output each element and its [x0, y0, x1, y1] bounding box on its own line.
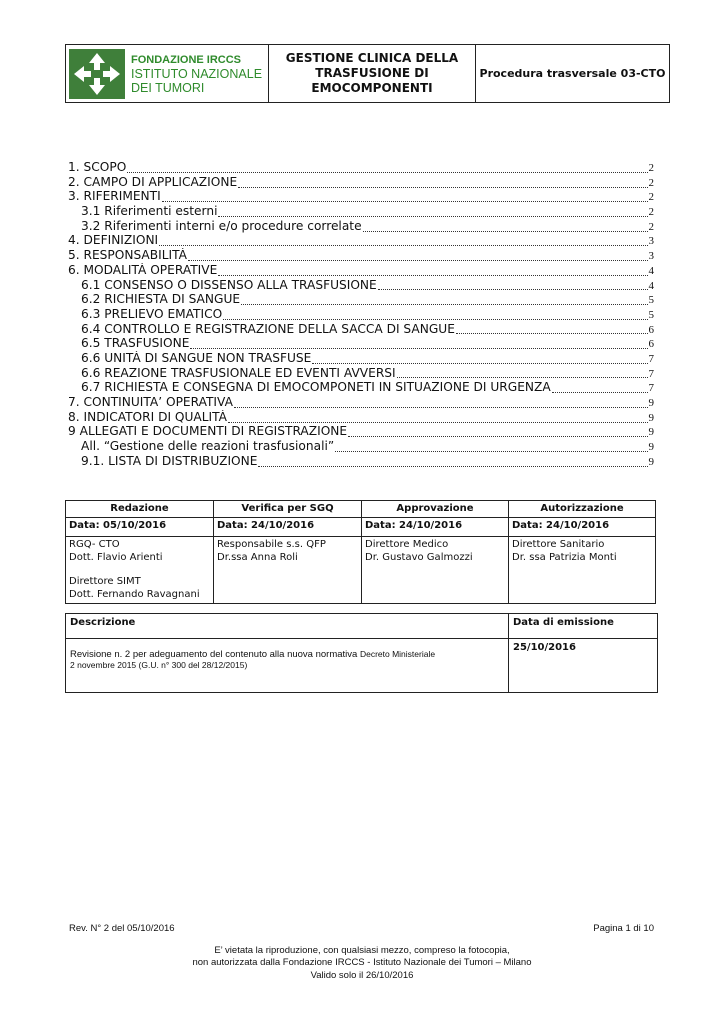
revision-text-part1: Revisione n. 2 per adeguamento del contenuto alla nuova normativa	[70, 649, 360, 660]
toc-entry[interactable]	[68, 322, 654, 337]
revision-table	[65, 613, 658, 693]
toc-entry[interactable]	[68, 175, 654, 190]
date-approvazione: Data: 24/10/2016	[362, 518, 509, 537]
toc-entry-title: 8. INDICATORI DI QUALITÀ	[68, 409, 227, 424]
toc-dot-leader	[378, 278, 648, 291]
toc-entry-page: 7	[648, 367, 654, 380]
toc-dot-leader	[258, 454, 647, 467]
toc-entry-page: 9	[648, 411, 654, 424]
toc-entry-page: 2	[648, 206, 654, 219]
toc-entry-page: 6	[648, 338, 654, 351]
toc-entry[interactable]	[68, 395, 654, 410]
names-verifica	[214, 537, 362, 604]
toc-entry-title: 3. RIFERIMENTI	[68, 189, 161, 204]
revision-text-part2: Decreto Ministeriale	[359, 649, 436, 659]
toc-entry[interactable]	[68, 336, 654, 351]
toc-dot-leader	[162, 189, 648, 202]
toc-entry-page: 2	[648, 191, 654, 204]
toc-entry[interactable]	[68, 233, 654, 248]
title-line-2: TRASFUSIONE DI	[315, 66, 429, 80]
toc-dot-leader	[188, 248, 648, 261]
toc-entry[interactable]	[68, 366, 654, 381]
header-approvazione: Approvazione	[362, 501, 509, 518]
toc-dot-leader	[190, 336, 647, 349]
table-of-contents	[68, 160, 654, 468]
toc-entry-page: 3	[648, 250, 654, 263]
toc-entry-title: 6.3 PRELIEVO EMATICO	[81, 306, 223, 321]
toc-entry-title: 6.6 REAZIONE TRASFUSIONALE ED EVENTI AVVERSI	[81, 365, 396, 380]
toc-entry[interactable]	[68, 219, 654, 234]
toc-entry-title: 2. CAMPO DI APPLICAZIONE	[68, 174, 238, 189]
document-title	[286, 51, 458, 96]
toc-dot-leader	[312, 351, 647, 364]
toc-entry-page: 5	[648, 294, 654, 307]
toc-entry-page: 2	[648, 220, 654, 233]
toc-entry-page: 7	[648, 382, 654, 395]
toc-entry[interactable]	[68, 278, 654, 293]
logo-cell	[66, 45, 269, 102]
toc-entry-page: 3	[648, 235, 654, 248]
toc-entry-title: 7. CONTINUITA’ OPERATIVA	[68, 395, 233, 409]
title-line-1: GESTIONE CLINICA DELLA	[285, 51, 459, 65]
date-redazione: Data: 05/10/2016	[66, 518, 214, 537]
toc-entry[interactable]	[68, 248, 654, 263]
toc-entry[interactable]	[68, 380, 654, 395]
revision-footer: Rev. N° 2 del 05/10/2016	[69, 923, 175, 934]
procedure-code: Procedura trasversale 03-CTO	[479, 67, 666, 80]
toc-entry-title: 9.1. LISTA DI DISTRIBUZIONE	[81, 453, 258, 468]
cross-arrows-logo-icon	[69, 49, 125, 99]
toc-entry[interactable]	[68, 204, 654, 219]
copyright-notice	[0, 945, 724, 982]
toc-entry-page: 9	[648, 455, 654, 468]
toc-dot-leader	[552, 380, 648, 393]
toc-dot-leader	[238, 175, 647, 188]
person-name: Dr.ssa Anna Roli	[217, 551, 298, 563]
toc-dot-leader	[228, 410, 648, 423]
toc-entry[interactable]	[68, 263, 654, 278]
toc-entry-page: 4	[648, 279, 654, 292]
role-text: Direttore Medico	[365, 539, 449, 550]
toc-dot-leader	[397, 366, 648, 379]
toc-entry[interactable]	[68, 410, 654, 425]
toc-entry[interactable]	[68, 292, 654, 307]
toc-entry-title: 6. MODALITÀ OPERATIVE	[68, 262, 218, 277]
header-verifica: Verifica per SGQ	[214, 501, 362, 518]
person-name: Dr. Gustavo Galmozzi	[365, 551, 473, 563]
approval-table	[65, 500, 656, 604]
issue-date: 25/10/2016	[509, 639, 658, 693]
approval-names-row	[66, 537, 656, 604]
role-text: Responsabile s.s. QFP	[217, 539, 326, 550]
document-header	[65, 44, 670, 103]
toc-entry-title: 6.5 TRASFUSIONE	[81, 336, 190, 351]
date-autorizzazione: Data: 24/10/2016	[509, 518, 656, 537]
title-line-3: EMOCOMPONENTI	[311, 81, 433, 95]
revision-row	[66, 639, 658, 693]
person-name: Dott. Fernando Ravagnani	[69, 588, 200, 600]
toc-dot-leader	[218, 263, 647, 276]
issue-date-header: Data di emissione	[509, 614, 658, 639]
person-name: Dott. Flavio Arienti	[69, 551, 163, 563]
header-autorizzazione: Autorizzazione	[509, 501, 656, 518]
toc-entry-title: 6.6 UNITÀ DI SANGUE NON TRASFUSE	[81, 350, 312, 365]
toc-dot-leader	[218, 204, 647, 217]
org-line-2: ISTITUTO NAZIONALE	[131, 66, 263, 81]
revision-text-line2: 2 novembre 2015 (G.U. n° 300 del 28/12/2015)	[70, 660, 248, 670]
toc-entry-title: 6.1 CONSENSO O DISSENSO ALLA TRASFUSIONE	[81, 277, 377, 292]
toc-dot-leader	[363, 219, 648, 232]
toc-dot-leader	[127, 160, 647, 173]
procedure-cell	[476, 45, 669, 102]
toc-entry-title: All. “Gestione delle reazioni trasfusionali”	[81, 439, 335, 454]
date-verifica: Data: 24/10/2016	[214, 518, 362, 537]
toc-entry-page: 9	[648, 441, 654, 454]
notice-line-2: non autorizzata dalla Fondazione IRCCS - Istituto Nazionale dei Tumori – Milano	[192, 957, 532, 969]
toc-entry[interactable]	[68, 351, 654, 366]
toc-entry-title: 5. RESPONSABILITÀ	[68, 248, 187, 263]
title-cell	[269, 45, 476, 102]
toc-entry-title: 4. DEFINIZIONI	[68, 233, 159, 248]
toc-entry-page: 9	[648, 426, 654, 439]
notice-line-3: Valido solo il 26/10/2016	[310, 969, 414, 981]
toc-entry-title: 6.2 RICHIESTA DI SANGUE	[81, 292, 241, 307]
notice-line-1: E’ vietata la riproduzione, con qualsiasi mezzo, compreso la fotocopia,	[214, 945, 510, 956]
toc-dot-leader	[456, 322, 648, 335]
revision-description	[66, 639, 509, 693]
description-header: Descrizione	[66, 614, 509, 639]
toc-entry-page: 4	[648, 264, 654, 277]
toc-entry-title: 1. SCOPO	[68, 160, 127, 174]
role-text: Direttore SIMT	[69, 576, 141, 587]
toc-entry[interactable]	[68, 424, 654, 439]
toc-entry[interactable]	[68, 189, 654, 204]
toc-entry-page: 5	[648, 308, 654, 321]
org-line-3: DEI TUMORI	[131, 80, 205, 95]
toc-entry-title: 3.1 Riferimenti esterni	[81, 204, 218, 219]
approval-header-row	[66, 501, 656, 518]
toc-entry-title: 6.4 CONTROLLO E REGISTRAZIONE DELLA SACCA DI SANGUE	[81, 321, 455, 336]
names-approvazione	[362, 537, 509, 604]
toc-entry[interactable]	[68, 439, 654, 454]
role-text: Direttore Sanitario	[512, 539, 605, 550]
toc-entry-page: 9	[648, 397, 654, 409]
toc-entry-page: 7	[648, 352, 654, 365]
toc-dot-leader	[348, 424, 647, 437]
toc-entry-title: 3.2 Riferimenti interni e/o procedure correlate	[81, 218, 362, 233]
toc-dot-leader	[241, 292, 647, 305]
toc-dot-leader	[223, 307, 647, 320]
names-autorizzazione	[509, 537, 656, 604]
toc-entry[interactable]	[68, 307, 654, 322]
header-redazione: Redazione	[66, 501, 214, 518]
approval-date-row	[66, 518, 656, 537]
toc-entry[interactable]	[68, 454, 654, 469]
toc-dot-leader	[335, 439, 647, 452]
toc-entry[interactable]	[68, 160, 654, 175]
role-text: RGQ- CTO	[69, 539, 120, 550]
org-line-1: FONDAZIONE IRCCS	[131, 53, 241, 66]
page-number: Pagina 1 di 10	[593, 923, 654, 934]
names-redazione	[66, 537, 214, 604]
toc-dot-leader	[234, 395, 648, 408]
toc-dot-leader	[159, 233, 647, 246]
toc-entry-page: 2	[648, 162, 654, 174]
organization-name	[131, 53, 262, 95]
toc-entry-title: 9 ALLEGATI E DOCUMENTI DI REGISTRAZIONE	[68, 424, 348, 439]
person-name: Dr. ssa Patrizia Monti	[512, 551, 617, 563]
toc-entry-title: 6.7 RICHIESTA E CONSEGNA DI EMOCOMPONETI IN SITUAZIONE DI URGENZA	[81, 380, 551, 395]
toc-entry-page: 6	[648, 323, 654, 336]
revision-header-row	[66, 614, 658, 639]
toc-entry-page: 2	[648, 176, 654, 189]
